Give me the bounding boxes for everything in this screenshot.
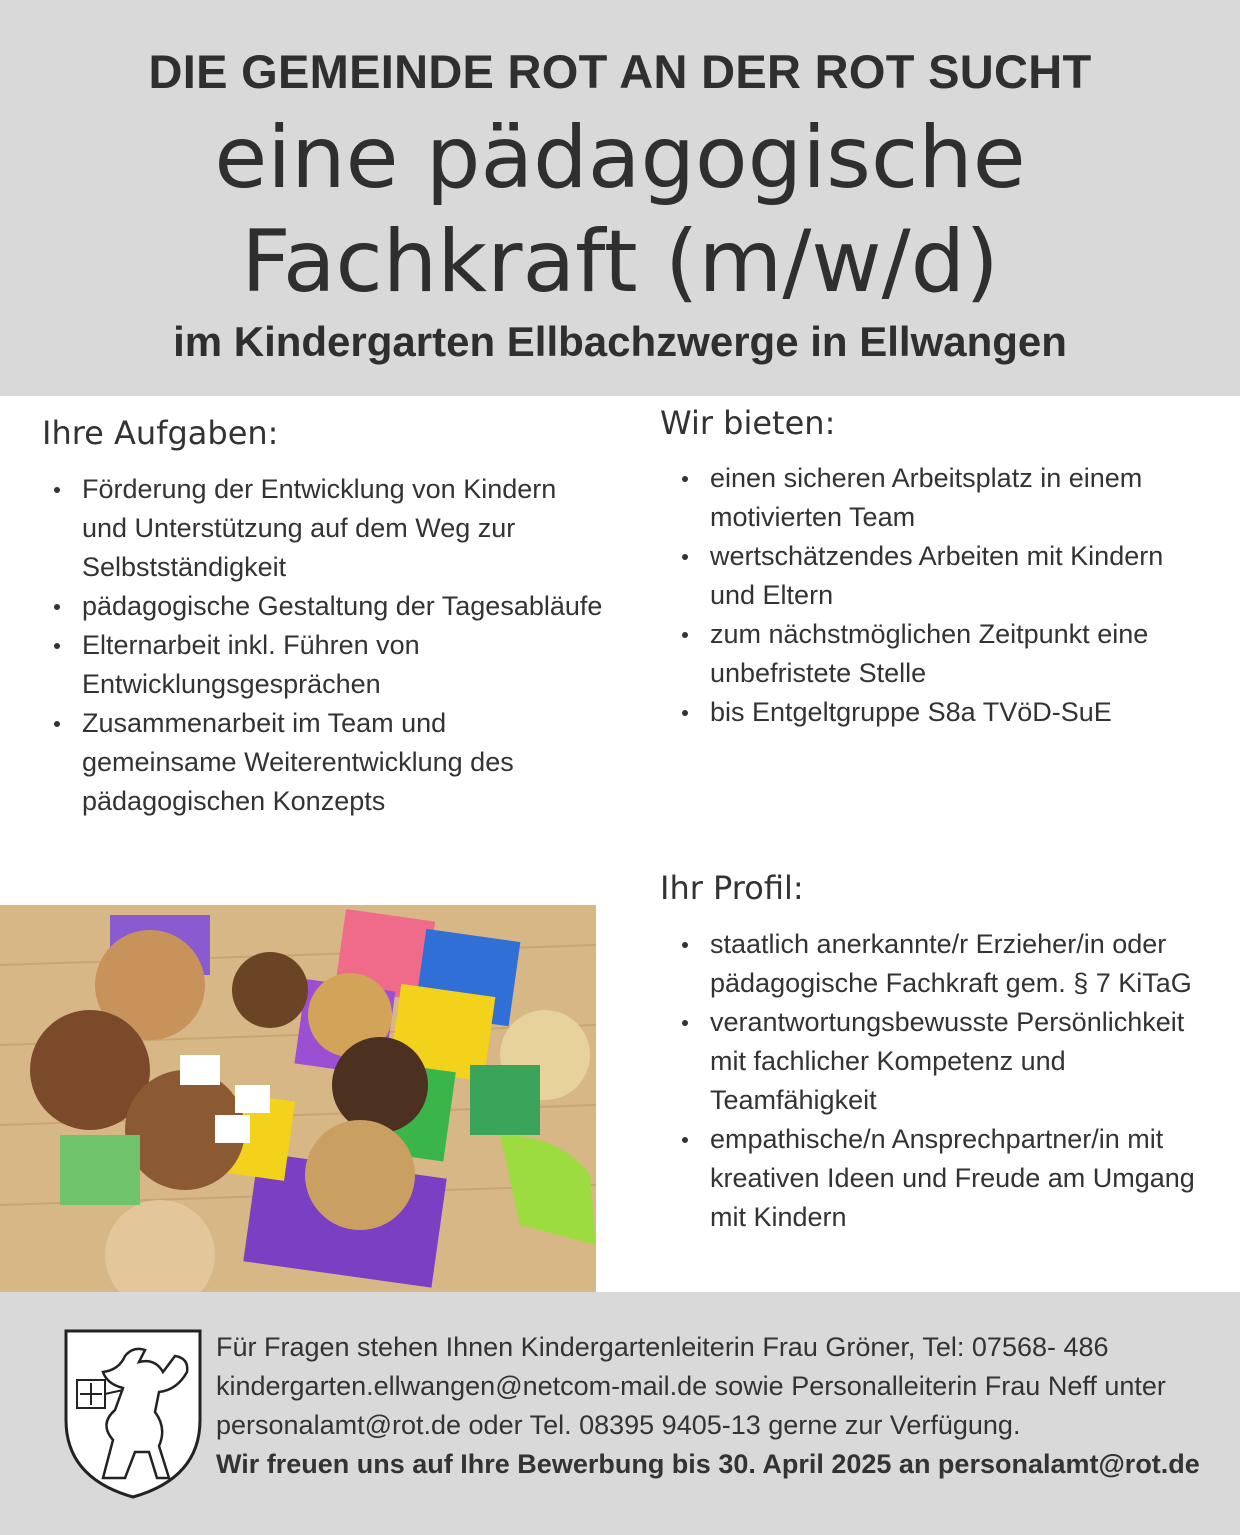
aufgaben-heading: Ihre Aufgaben: xyxy=(42,414,279,452)
application-deadline-text: Wir freuen uns auf Ihre Bewerbung bis 30. April 2025 an personalamt@rot.de xyxy=(216,1449,1200,1479)
profil-list xyxy=(672,925,1212,1237)
list-item: zum nächstmöglichen Zeitpunkt eine unbefristete Stelle xyxy=(672,615,1212,693)
list-item: einen sicheren Arbeitsplatz in einem motivierten Team xyxy=(672,459,1212,537)
profil-heading: Ihr Profil: xyxy=(660,869,804,907)
list-item: Elternarbeit inkl. Führen von Entwicklungsgesprächen xyxy=(44,626,604,704)
list-item: pädagogische Gestaltung der Tagesabläufe xyxy=(44,587,604,626)
list-item: verantwortungsbewusste Persönlichkeit mit fachlicher Kompetenz und Teamfähigkeit xyxy=(672,1003,1212,1120)
bieten-list xyxy=(672,459,1212,732)
aufgaben-list xyxy=(44,470,604,821)
photo-illustration xyxy=(0,905,596,1292)
list-item: Zusammenarbeit im Team und gemeinsame Weiterentwicklung des pädagogischen Konzepts xyxy=(44,704,604,821)
bieten-heading: Wir bieten: xyxy=(660,404,836,442)
list-item: Förderung der Entwicklung von Kindern und Unterstützung auf dem Weg zur Selbstständigkeit xyxy=(44,470,604,587)
coat-of-arms-griffin-icon xyxy=(63,1328,203,1500)
header-organization-line: DIE GEMEINDE ROT AN DER ROT SUCHT xyxy=(148,45,1092,98)
contact-info xyxy=(216,1328,1206,1484)
list-item: bis Entgeltgruppe S8a TVöD-SuE xyxy=(672,693,1212,732)
list-item: empathische/n Ansprechpartner/in mit kreativen Ideen und Freude am Umgang mit Kindern xyxy=(672,1120,1212,1237)
job-title-line-2: Fachkraft (m/w/d) xyxy=(241,212,999,312)
list-item: staatlich anerkannte/r Erzieher/in oder pädagogische Fachkraft gem. § 7 KiTaG xyxy=(672,925,1212,1003)
header-band xyxy=(0,0,1240,396)
header-subtitle: im Kindergarten Ellbachzwerge in Ellwangen xyxy=(173,318,1067,365)
job-title-line-1: eine pädagogische xyxy=(214,108,1026,208)
footer-band xyxy=(0,1292,1240,1535)
list-item: wertschätzendes Arbeiten mit Kindern und Eltern xyxy=(672,537,1212,615)
children-playing-photo xyxy=(0,905,596,1292)
contact-text: Für Fragen stehen Ihnen Kindergartenleiterin Frau Gröner, Tel: 07568- 486 kindergarten.ellwangen@netcom-mail.de sowie Personalleiterin Frau Neff unter personalamt@rot.de oder Tel. 08395 9405-13 gerne zur Verfügung. xyxy=(216,1332,1166,1440)
